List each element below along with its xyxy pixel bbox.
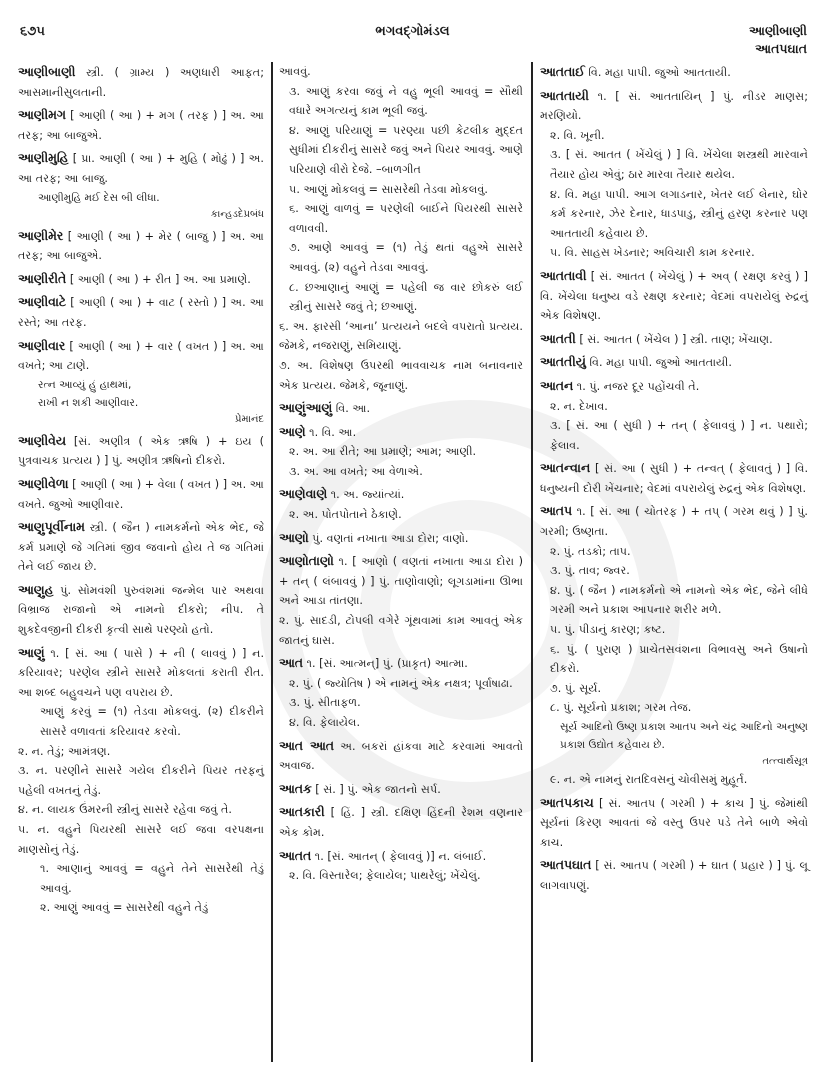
entry-headword: આણીમેર bbox=[18, 227, 64, 243]
dictionary-entry bbox=[18, 643, 264, 918]
dictionary-entry bbox=[18, 336, 264, 428]
entry-headword: આણીવેળા bbox=[18, 475, 69, 491]
entry-headword: આણીબાણી bbox=[18, 64, 76, 79]
dictionary-entry bbox=[540, 86, 808, 263]
entry-text: ૧. [સં. આતન્ ( ફેલાવવું )] ન. લંબાઈ. bbox=[314, 849, 487, 863]
guide-words bbox=[749, 22, 807, 58]
entry-definition bbox=[18, 148, 264, 188]
entry-definition bbox=[540, 501, 808, 541]
dictionary-entry bbox=[279, 736, 523, 776]
entry-sense: ૩. [ સં. આ ( સુધી ) + તન્ ( ફેલાવવું ) ] ન. પથારો; ફેલાવ. bbox=[550, 419, 808, 452]
entry-definition bbox=[18, 336, 264, 376]
entry-text: ૧. [સં. આત્મન્] પું. (પ્રાકૃત) આત્મા. bbox=[306, 657, 468, 671]
entry-definition bbox=[18, 105, 264, 145]
dictionary-entry bbox=[279, 528, 523, 549]
dictionary-entry bbox=[540, 501, 808, 789]
dictionary-entry bbox=[18, 148, 264, 222]
entry-text: [ હિં. ] સ્ત્રી. દક્ષિણ હિંદની રેશમ વણનાર એક કોમ. bbox=[279, 806, 524, 839]
entry-sense: ૨. અ. આ રીતે; આ પ્રમાણે; આમ; આણી. bbox=[289, 445, 477, 459]
entry-definition bbox=[279, 62, 523, 82]
entry-sense: ૮. પું. સૂર્યનો પ્રકાશ; ગરમ તેજ. bbox=[550, 701, 692, 715]
entry-text: સ્ત્રી. ( જૈન ) નામકર્મનો એક ભેદ, જે કર્મ પ્રમાણે જે ગતિમાં જીવ જવાનો હોય તે જ ગતિમાં તેને લઈ જાય છે. bbox=[18, 521, 264, 574]
dictionary-entry bbox=[279, 779, 523, 800]
entry-sense: ૬. અ. ફારસી ‘આના’ પ્રત્યયને બદલે વપરાતો પ્રત્યય. જેમકે, નજરાણું, સમિયાણું. bbox=[279, 319, 523, 353]
entry-definition bbox=[18, 292, 264, 332]
entry-sense: ૯. ન. એ નામનું રાતદિવસનું ચોવીસમું મુહૂર્ત. bbox=[550, 773, 748, 786]
entry-sense: ૭. આણે આવવું = (૧) તેડું થતાં વહુએ સાસરે આવવું. (૨) વહુને તેડવા આવવું. bbox=[289, 241, 523, 274]
dictionary-entry bbox=[540, 266, 808, 326]
entry-text: ૧. વિ. આ. bbox=[309, 425, 357, 439]
entry-quotation: સૂર્ય આદિનો ઉષ્ણ પ્રકાશ આતપ અને ચંદ્ર આદિનો અનુષ્ણ પ્રકાશ ઉદ્યોત કહેવાય છે. bbox=[560, 721, 808, 751]
entry-sense: ૨. પું. તડકો; તાપ. bbox=[550, 544, 631, 558]
entry-headword: આતન્વાન bbox=[540, 460, 591, 476]
entry-sense: ૬. આણું વાળવું = પરણેલી બાઈને પિયરથી સાસરે વળાવવી. bbox=[289, 202, 523, 235]
entry-definition bbox=[540, 855, 808, 895]
entry-text: વિ. મહા પાપી. જુઓ આતતાયી. bbox=[588, 66, 731, 79]
entry-definition bbox=[540, 329, 808, 350]
entry-sense: ૪. પું. ( જૈન ) નામકર્મનો એ નામનો એક ભેદ, જેને લીધે ગરમી અને પ્રકાશ આપનાર શરીર મળે. bbox=[550, 583, 808, 617]
dictionary-entry bbox=[540, 855, 808, 895]
column-divider bbox=[271, 62, 273, 1062]
entry-text: [ પ્રા. આણી ( આ ) + મુહિ ( મોઢું ) ] અ. આ તરફ; આ બાજુ. bbox=[18, 152, 264, 185]
entry-text: વિ. મહા પાપી. જુઓ આતતાયી. bbox=[589, 356, 732, 370]
entry-text: [ આણી ( આ ) + રીત ] અ. આ પ્રમાણે. bbox=[69, 272, 251, 286]
dictionary-entry bbox=[540, 458, 808, 498]
entry-definition bbox=[279, 802, 523, 842]
entry-headword: આણો bbox=[279, 529, 309, 545]
entry-definition bbox=[279, 779, 523, 800]
column-divider bbox=[531, 62, 533, 1062]
entry-definition bbox=[18, 580, 264, 640]
entry-headword: આતતાવી bbox=[540, 267, 587, 283]
guide-word-last: આતપઘાત bbox=[755, 41, 807, 56]
entry-sense: ૭. પું. સૂર્ય. bbox=[550, 681, 602, 695]
entry-sense: ૨. અ. પોતપોતાને ઠેકાણે. bbox=[289, 508, 402, 522]
entry-definition bbox=[18, 431, 264, 471]
entry-text: [ સં. આતપ ( ગરમી ) + ઘાત ( પ્રહાર ) ] પું. લૂ લાગવાપણું. bbox=[540, 859, 808, 892]
entry-definition bbox=[18, 517, 264, 577]
entry-sense: ૩. [ સં. આતત ( ખેંચેલું ) ] વિ. ખેંચેલા શસ્ત્રથી મારવાને તૈયાર હોય એવું; ઠાર મારવા તૈયાર થયેલ. bbox=[550, 148, 808, 181]
entry-citation: કાન્હડદેપ્રબંધ bbox=[210, 208, 264, 220]
entry-sense: ૪. આણું પરિયાણું = પરણ્યા પછી કેટલીક મુદ્દત સુધીમાં દીકરીનું સાસરે જવું અને પિયર આવવું. આણે પરિયાણે વીરો દેજે. –બાળગીત bbox=[289, 123, 523, 176]
entry-definition bbox=[540, 62, 808, 83]
dictionary-entry bbox=[18, 474, 264, 514]
dictionary-entry bbox=[540, 793, 808, 853]
entry-definition bbox=[279, 484, 523, 505]
dictionary-entry bbox=[540, 62, 808, 83]
entry-definition bbox=[540, 86, 808, 126]
entry-definition bbox=[540, 376, 808, 397]
entry-sense: ૩. ન. પરણીને સાસરે ગયેલ દીકરીને પિયર તરફનું પહેલી વખતનું તેડું. bbox=[18, 764, 264, 797]
entry-headword: આત આત bbox=[279, 737, 334, 753]
page-number: ૬૭૫ bbox=[20, 24, 45, 39]
entry-headword: આણોતાણો bbox=[279, 553, 334, 569]
entry-quotation: રત્ન આવ્યું હું હાથમાં, bbox=[38, 378, 132, 391]
column-2 bbox=[279, 62, 523, 1062]
entry-sense: ૨. ન. દેખાવ. bbox=[550, 399, 608, 413]
dictionary-entry bbox=[279, 398, 523, 419]
entry-sense: ૪. વિ. ફેલાયેલ. bbox=[289, 716, 361, 729]
entry-headword: આતતાઈ bbox=[540, 64, 585, 79]
entry-headword: આતતીયું bbox=[540, 354, 586, 370]
entry-sense: ૪. વિ. મહા પાપી. આગ લગાડનાર, ખેતર લઈ લેનાર, ઘોર કર્મ કરનાર, ઝેર દેનાર, ધાડપાડુ, સ્ત્રીનું હરણ કરનાર પણ આતતાયી કહેવાય છે. bbox=[550, 187, 808, 240]
dictionary-entry bbox=[18, 62, 264, 102]
entry-text: પું. સોમવંશી પુરુવંશમાં જન્મેલ પાર અથવા વિભ્રાજ રાજાનો એ નામનો દીકરો; નીપ. તે શુકદેવજીની દીકરી કૃત્વી સાથે પરણ્યો હતો. bbox=[18, 583, 264, 637]
dictionary-entry bbox=[279, 551, 523, 650]
entry-headword: આણે bbox=[279, 423, 306, 439]
entry-definition bbox=[279, 528, 523, 549]
entry-definition bbox=[540, 266, 808, 326]
entry-sense: ૬. પું. ( પુરાણ ) પ્રાચેતસવંશના વિભાવસુ અને ઉષાનો દીકરો. bbox=[550, 642, 808, 676]
entry-text: ૧. અ. જ્યાંત્યાં. bbox=[330, 488, 405, 502]
entry-definition bbox=[279, 846, 523, 867]
dictionary-entry bbox=[18, 292, 264, 332]
entry-headword: આણીરીતે bbox=[18, 270, 67, 286]
entry-headword: આતપઘાત bbox=[540, 857, 592, 873]
dictionary-entry bbox=[279, 422, 523, 482]
entry-headword: આતકારી bbox=[279, 804, 325, 820]
entry-definition bbox=[279, 653, 523, 674]
entry-citation: પ્રેમાનંદ bbox=[234, 413, 264, 425]
entry-sense: ૨. પું. ( જ્યોતિષ ) એ નામનું એક નક્ષત્ર; પૂર્વાષાઢા. bbox=[289, 676, 513, 690]
dictionary-entry bbox=[540, 376, 808, 455]
entry-sense: ૫. પું. પીડાનું કારણ; કષ્ટ. bbox=[550, 623, 666, 637]
entry-text: [ આણી ( આ ) + મેર ( બાજુ ) ] અ. આ તરફ; આ બાજુએ. bbox=[18, 229, 265, 263]
entry-headword: આતપકાચ bbox=[540, 794, 594, 810]
entry-headword: આણુહ bbox=[18, 581, 54, 597]
entry-headword: આતતાયી bbox=[540, 87, 589, 103]
entry-quotation: આણીમુહિ મઈ દેસ બી લીધા. bbox=[38, 191, 160, 204]
entry-sense: ૨. આણું આવવું = સાસરેથી વહુને તેડું bbox=[40, 901, 209, 915]
entry-headword: આણીવાટે bbox=[18, 294, 67, 310]
dictionary-entry bbox=[18, 517, 264, 577]
entry-headword: આણુપૂર્વીનામ bbox=[18, 519, 85, 535]
entry-headword: આણુંઆણું bbox=[279, 400, 333, 416]
entry-sense: આણું કરવું = (૧) તેડવા મોકલવું. (૨) દીકરીને સાસરે વળાવતાં કરિયાવર કરવો. bbox=[40, 705, 264, 739]
entry-sense: ૧. આણાનું આવવું = વહુને તેને સાસરેથી તેડું આવવું. bbox=[40, 862, 264, 895]
entry-definition bbox=[18, 62, 264, 102]
entry-headword: આણીમગ bbox=[18, 107, 66, 123]
entry-sense: ૨. વિ. ખૂની. bbox=[550, 128, 605, 142]
entry-text: [ સં. આતત ( ખેંચેલું ) + અવ્ ( રક્ષણ કરવું ) ] વિ. ખેંચેલા ધનુષ્ય વડે રક્ષણ કરનાર; વેદમાં વપરાયેલું રુદ્રનું એક વિશેષણ. bbox=[540, 269, 808, 323]
entry-text: ૧. [ સં. આતતાયિન્ ] પું. નીડર માણસ; મરણિયો. bbox=[540, 89, 808, 123]
entry-headword: આતક bbox=[279, 780, 312, 796]
entry-definition bbox=[540, 458, 808, 498]
entry-headword: આણીવેય bbox=[18, 432, 66, 448]
entry-headword: આતતી bbox=[540, 330, 576, 346]
entry-text: [ સં. આતપ ( ગરમી ) + કાચ ] પું. જેમાંથી સૂર્યનાં કિરણ આવતાં જે વસ્તુ ઉપર પડે તેને બાળે એવો કાચ. bbox=[540, 796, 808, 849]
entry-headword: આણેવાણે bbox=[279, 486, 328, 502]
entry-definition bbox=[18, 643, 264, 703]
entry-text: પું. વણતાં નખાતા આડા દોરા; વાણો. bbox=[312, 531, 469, 545]
entry-sense: ૩. પું. સીતાફળ. bbox=[289, 696, 361, 710]
dictionary-entry bbox=[18, 431, 264, 471]
entry-text: ૧. પું. નજર દૂર પહોંચવી તે. bbox=[576, 379, 700, 393]
entry-definition bbox=[279, 398, 523, 419]
entry-citation: તત્ત્વાર્થસૂત્ર bbox=[762, 756, 808, 767]
entry-definition bbox=[18, 269, 264, 290]
page-header bbox=[0, 0, 825, 58]
column-3 bbox=[540, 62, 808, 1062]
dictionary-entry bbox=[279, 846, 523, 886]
entry-definition bbox=[279, 551, 523, 611]
entry-headword: આણીમુહિ bbox=[18, 150, 69, 166]
guide-word-first: આણીબાણી bbox=[749, 23, 807, 38]
entry-text: ૧. [ આણો ( વણતાં નખાતા આડા દોરા ) + તન્ ( લંબાવવું ) ] પું. તાણોવાણો; લૂગડામાંના ઊભા અને આડા તાંતણા. bbox=[279, 555, 523, 608]
entry-text: [ સં. આતત ( ખેંચેલ ) ] સ્ત્રી. તાણ; ખેંચાણ. bbox=[579, 332, 773, 346]
dictionary-entry bbox=[18, 580, 264, 640]
entry-headword: આણું bbox=[18, 644, 45, 660]
dictionary-entry bbox=[279, 484, 523, 524]
dictionary-entry bbox=[18, 269, 264, 290]
entry-text: અ. બકરાં હાંકવા માટે કરવામાં આવતો અવાજ. bbox=[279, 739, 524, 773]
dictionary-entry bbox=[18, 105, 264, 145]
entry-sense: ૨. ન. તેડું; આમંત્રણ. bbox=[18, 744, 111, 758]
entry-text: [ સં. આ ( સુધી ) + તન્વત્ ( ફેલાવતું ) ] વિ. ધનુષ્યની દોરી ખેંચનાર; વેદમાં વપરાયેલું રુદ્રનું એક વિશેષણ. bbox=[540, 462, 808, 495]
entry-sense: ૮. છઆણાનું આણું = પહેલી જ વાર છોકરું લઈ સ્ત્રીનું સાસરે જવું તે; છઆણું. bbox=[289, 280, 523, 314]
entry-quotation: રાખી ન શકી આણીવાર. bbox=[38, 396, 139, 409]
entry-headword: આણીવાર bbox=[18, 337, 66, 353]
dictionary-entry bbox=[540, 352, 808, 373]
dictionary-entry bbox=[279, 653, 523, 732]
entry-sense: ૫. આણું મોકલવું = સાસરેથી તેડવા મોકલવું. bbox=[289, 182, 488, 196]
entry-sense: ૫. ન. વહુને પિયરથી સાસરે લઈ જવા વરપક્ષના માણસોનું તેડું. bbox=[18, 823, 264, 856]
entry-text: ૧. [ સં. આ ( પાસે ) + ની ( લાવવું ) ] ન. કરિયાવર; પરણેલ સ્ત્રીને સાસરે મોકલતાં કરાતી રીત. આ શબ્દ બહુવચને પણ વપરાય છે. bbox=[18, 646, 264, 699]
entry-sense: ૨. વિ. વિસ્તારેલ; ફેલાયેલ; પાથરેલું; ખેંચેલું. bbox=[289, 869, 481, 883]
entry-text: [ આણી ( આ ) + વેલા ( વખત ) ] અ. આ વખતે. જુઓ આણીવાર. bbox=[18, 477, 265, 511]
entry-headword: આતત bbox=[279, 847, 312, 863]
entry-definition bbox=[279, 736, 523, 776]
dictionary-columns bbox=[0, 62, 825, 1064]
entry-definition bbox=[540, 793, 808, 853]
entry-definition bbox=[18, 226, 264, 266]
dictionary-entry bbox=[279, 62, 523, 395]
entry-sense: ૩. અ. આ વખતે; આ વેળાએ. bbox=[289, 464, 423, 478]
column-1 bbox=[18, 62, 264, 1062]
entry-text: સ્ત્રી. ( ગ્રામ્ય ) અણધારી આફત; આસમાનીસુલતાની. bbox=[18, 66, 264, 99]
entry-definition bbox=[540, 352, 808, 373]
book-title: ભગવદ્ગોમંડલ bbox=[375, 24, 450, 39]
entry-text: આવવું. bbox=[279, 65, 311, 78]
dictionary-entry bbox=[279, 802, 523, 842]
entry-sense: ૨. પું. સાદડી, ટોપલી વગેરે ગૂંથવામાં કામ આવતું એક જાતનું ઘાસ. bbox=[279, 614, 523, 647]
entry-text: વિ. આ. bbox=[335, 402, 371, 416]
entry-sense: ૩. આણું કરવા જવું ને વહુ ભૂલી આવવું = સૌથી વધારે અગત્યનું કામ ભૂલી જવું. bbox=[289, 84, 523, 118]
dictionary-entry bbox=[540, 329, 808, 350]
entry-headword: આત bbox=[279, 655, 303, 671]
entry-headword: આતપ bbox=[540, 503, 573, 519]
entry-text: [ આણી ( આ ) + વાર ( વખત ) ] અ. આ વખતે; આ ટાણે. bbox=[18, 339, 264, 373]
entry-text: ૧. [ સં. આ ( ચોતરફ ) + તપ્ ( ગરમ થવું ) ] પું. ગરમી; ઉષ્ણતા. bbox=[540, 505, 808, 539]
entry-text: [ આણી ( આ ) + મગ ( તરફ ) ] અ. આ તરફ; આ બાજુએ. bbox=[18, 109, 265, 142]
entry-sense: ૭. અ. વિશેષણ ઉપરથી ભાવવાચક નામ બનાવનાર એક પ્રત્યય. જેમકે, જૂનાણું. bbox=[279, 358, 523, 392]
entry-definition bbox=[279, 422, 523, 443]
entry-sense: ૪. ન. લાયક ઉંમરની સ્ત્રીનું સાસરે રહેવા જવું તે. bbox=[18, 803, 232, 817]
entry-headword: આતન bbox=[540, 377, 574, 393]
entry-text: [ સં. ] પું. એક જાતનો સર્પ. bbox=[315, 782, 441, 796]
entry-definition bbox=[18, 474, 264, 514]
entry-sense: ૫. વિ. સાહસ ખેડનાર; અવિચારી કામ કરનાર. bbox=[550, 246, 755, 260]
entry-sense: ૩. પું. તાવ; જ્વર. bbox=[550, 564, 630, 578]
dictionary-entry bbox=[18, 226, 264, 266]
entry-text: [સં. અણીત્ર ( એક ઋષિ ) + ઇય ( પુત્રવાચક પ્રત્યય ) ] પું. અણીત્ર ઋષિનો દીકરો. bbox=[18, 434, 264, 468]
entry-text: [ આણી ( આ ) + વાટ ( રસ્તો ) ] અ. આ રસ્તે; આ તરફ. bbox=[18, 296, 264, 329]
